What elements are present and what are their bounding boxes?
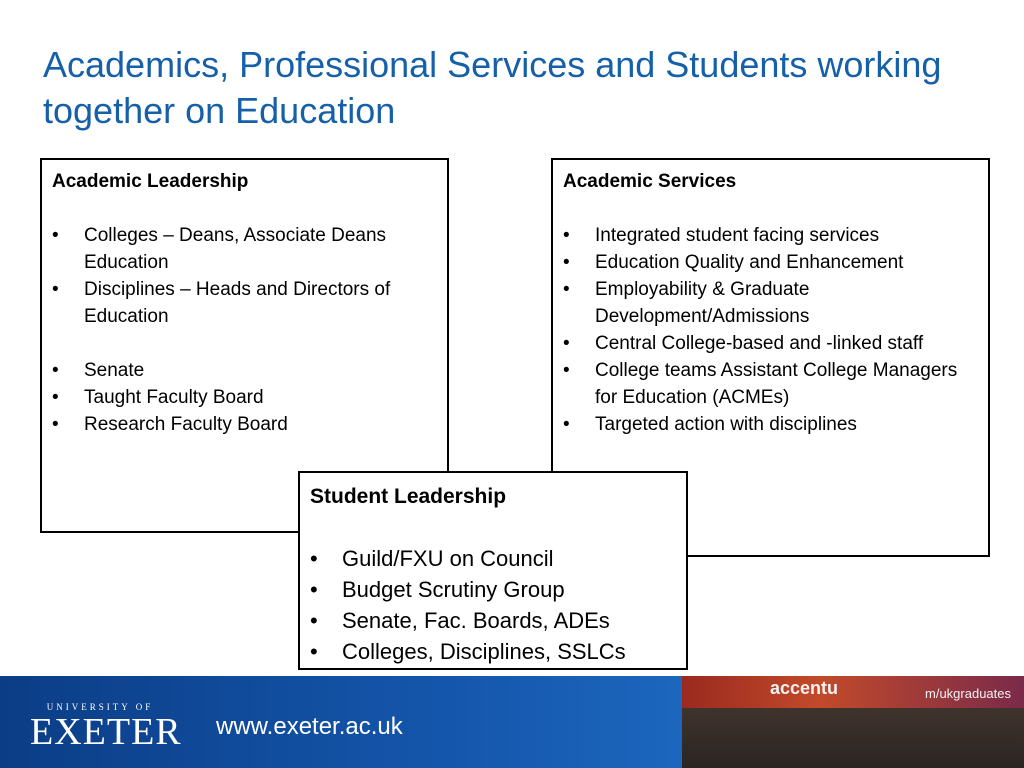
student-leadership-list bbox=[310, 543, 676, 667]
list-item: • Employability & Graduate Development/Admissions bbox=[563, 276, 978, 330]
list-item: • Targeted action with disciplines bbox=[563, 411, 978, 438]
logo-university-of: UNIVERSITY OF bbox=[46, 702, 154, 712]
list-item: • Colleges, Disciplines, SSLCs bbox=[310, 636, 676, 667]
slide-title: Academics, Professional Services and Students working together on Education bbox=[43, 44, 942, 131]
list-item: • Taught Faculty Board bbox=[52, 384, 437, 411]
list-item: • Central College-based and -linked staff bbox=[563, 330, 978, 357]
list-item: • Education Quality and Enhancement bbox=[563, 249, 978, 276]
list-item: • College teams Assistant College Managers for Education (ACMEs) bbox=[563, 357, 978, 411]
photo-url-text: m/ukgraduates bbox=[925, 686, 1011, 701]
list-item: • Integrated student facing services bbox=[563, 222, 978, 249]
list-item: • Senate bbox=[52, 357, 437, 384]
list-item: • Senate, Fac. Boards, ADEs bbox=[310, 605, 676, 636]
academic-leadership-heading: Academic Leadership bbox=[52, 171, 249, 192]
list-item: • Research Faculty Board bbox=[52, 411, 437, 438]
website-link[interactable]: www.exeter.ac.uk bbox=[216, 713, 403, 740]
list-item: • Budget Scrutiny Group bbox=[310, 574, 676, 605]
footer-bar bbox=[0, 676, 1024, 768]
student-leadership-box bbox=[298, 471, 688, 670]
list-item: • Disciplines – Heads and Directors of Education bbox=[52, 276, 437, 330]
footer-photo bbox=[682, 676, 1024, 768]
photo-brand-text: accentu bbox=[770, 678, 839, 698]
student-leadership-heading: Student Leadership bbox=[310, 485, 507, 508]
academic-leadership-list-1 bbox=[52, 222, 437, 330]
university-logo bbox=[30, 702, 182, 752]
academic-leadership-list-2 bbox=[52, 357, 437, 438]
academic-services-heading: Academic Services bbox=[563, 171, 737, 192]
list-item: • Colleges – Deans, Associate Deans Education bbox=[52, 222, 437, 276]
list-item: • Guild/FXU on Council bbox=[310, 543, 676, 574]
logo-exeter: EXETER bbox=[30, 711, 182, 753]
academic-services-list bbox=[563, 222, 978, 438]
